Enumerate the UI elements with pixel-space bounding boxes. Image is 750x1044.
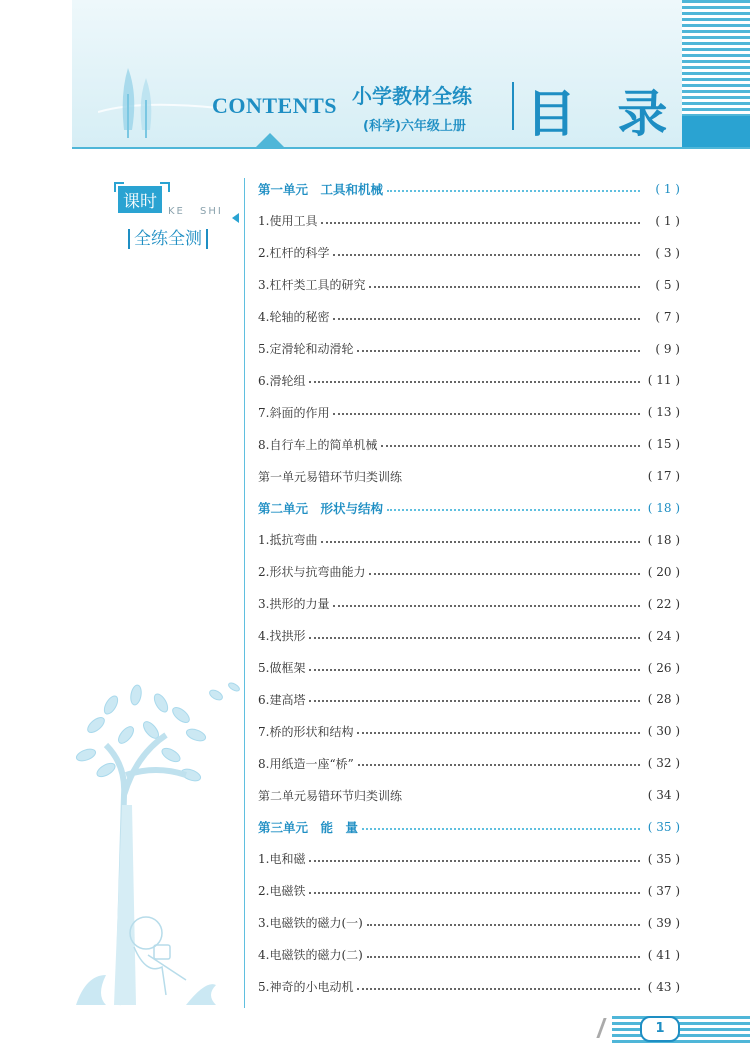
footer-slash [596,1018,606,1038]
toc-entry-page: ( 37 ) [647,883,680,898]
toc-entry-page: ( 32 ) [647,756,680,771]
toc-lesson-item [258,974,680,1000]
toc-entry-label: 3.拱形的力量 [258,597,330,612]
toc-leader-dots [309,669,640,671]
toc-entry-page: ( 24 ) [647,628,680,643]
toc-entry-page: ( 43 ) [647,979,680,994]
toc-unit-heading [258,176,680,202]
toc-lesson-item [258,750,680,776]
toc-unit-heading [258,814,680,840]
toc-entry-page: ( 13 ) [647,405,680,420]
toc-leader-dots [333,413,640,415]
toc-entry-label: 6.建高塔 [258,692,306,707]
header-notch [256,133,284,147]
toc-lesson-item [258,208,680,234]
toc-lesson-item [258,527,680,553]
toc-entry-label: 8.自行车上的简单机械 [258,437,378,452]
toc-lesson-item [258,399,680,425]
toc-unit-heading [258,495,680,521]
toc-entry-label: 4.轮轴的秘密 [258,310,330,325]
book-title: 小学教材全练 [352,84,472,108]
toc-leader-dots [333,254,640,256]
toc-leader-dots [309,381,640,383]
toc-leader-dots [357,350,640,352]
toc-leader-dots [309,700,640,702]
page-title: 目 录 [526,85,680,143]
toc-lesson-item [258,367,680,393]
toc-entry-label: 1.使用工具 [258,214,318,229]
toc-entry-page: ( 41 ) [647,947,680,962]
toc-lesson-item [258,304,680,330]
toc-leader-dots [367,924,640,926]
toc-leader-dots [309,860,640,862]
toc-leader-dots [369,573,640,575]
header-stripes [682,0,750,116]
toc-lesson-item [258,686,680,712]
toc-entry-page: ( 3 ) [655,245,680,260]
toc-lesson-item [258,942,680,968]
toc-leader-dots [387,509,640,511]
toc-lesson-item [258,878,680,904]
toc-entry-page: ( 1 ) [655,213,680,228]
header-divider [512,82,514,130]
toc-leader-dots [321,222,640,224]
toc-entry-label: 2.电磁铁 [258,884,306,899]
toc-review-item [258,463,680,489]
side-sub-shi: SHI [200,206,223,217]
toc-entry-label: 第三单元 能 量 [258,820,359,835]
header-tree-icon [98,64,218,144]
toc-lesson-item [258,591,680,617]
toc-entry-page: ( 39 ) [647,915,680,930]
toc-entry-page: ( 18 ) [647,501,680,515]
toc-entry-page: ( 15 ) [647,437,680,452]
toc-lesson-item [258,655,680,681]
toc-leader-dots [358,764,640,766]
toc-leader-dots [309,892,640,894]
toc-leader-dots [357,732,640,734]
toc-lesson-item [258,718,680,744]
toc-entry-label: 4.找拱形 [258,629,306,644]
toc-entry-page: ( 34 ) [647,788,680,803]
toc-lesson-item [258,910,680,936]
toc-entry-page: ( 28 ) [647,692,680,707]
toc-entry-label: 2.形状与抗弯曲能力 [258,565,366,580]
page-number: 1 [640,1016,680,1042]
toc-entry-label: 第二单元易错环节归类训练 [258,788,403,803]
toc-leader-dots [381,445,640,447]
tree-girl-illustration-icon [66,675,246,1015]
toc-entry-label: 4.电磁铁的磁力(二) [258,948,363,963]
toc-entry-label: 5.做框架 [258,661,306,675]
toc-leader-dots [333,318,640,320]
toc-leader-dots [387,190,640,192]
toc-entry-label: 3.电磁铁的磁力(一) [258,916,363,931]
toc-leader-dots [367,956,640,958]
toc-entry-label: 2.杠杆的科学 [258,246,330,261]
toc-entry-label: 8.用纸造一座“桥” [258,756,354,771]
footer-stripes [612,1016,750,1044]
toc-leader-dots [362,828,640,830]
book-subtitle: (科学)六年级上册 [363,119,466,134]
header-stripe-block [682,116,750,147]
toc-entry-page: ( 5 ) [655,277,680,292]
toc-lesson-item [258,272,680,298]
toc-entry-page: ( 26 ) [647,660,680,675]
toc-entry-label: 3.杠杆类工具的研究 [258,278,366,293]
side-tag: 课时 [118,186,162,213]
toc-entry-page: ( 22 ) [647,596,680,611]
toc-entry-label: 第二单元 形状与结构 [258,501,384,516]
toc-entry-label: 第一单元 工具和机械 [258,182,384,197]
pointer-icon [232,213,239,223]
toc-lesson-item [258,846,680,872]
toc-leader-dots [369,286,640,288]
side-label: 全练全测 [128,229,208,249]
toc-lesson-item [258,431,680,457]
toc-entry-page: ( 17 ) [647,469,680,484]
toc-review-item [258,782,680,808]
toc-entry-page: ( 7 ) [655,309,680,324]
toc-entry-label: 1.电和磁 [258,852,306,867]
toc-entry-label: 1.抵抗弯曲 [258,533,318,548]
toc-entry-label: 6.滑轮组 [258,373,306,388]
contents-heading: CONTENTS [212,93,338,118]
toc-entry-label: 7.桥的形状和结构 [258,724,354,739]
toc-entry-page: ( 30 ) [647,724,680,739]
toc-entry-page: ( 9 ) [655,341,680,356]
toc-leader-dots [309,637,640,639]
toc-entry-page: ( 18 ) [647,532,680,547]
toc-entry-label: 7.斜面的作用 [258,405,330,420]
toc-leader-dots [357,988,640,990]
toc-leader-dots [333,605,640,607]
side-sub-ke: KE [168,206,185,217]
toc-entry-page: ( 11 ) [647,373,680,388]
toc-entry-page: ( 35 ) [647,820,680,834]
toc-entry-label: 5.神奇的小电动机 [258,980,354,994]
toc-lesson-item [258,240,680,266]
toc-lesson-item [258,559,680,585]
toc-entry-label: 第一单元易错环节归类训练 [258,469,403,484]
header-rule [72,147,750,149]
toc-entry-page: ( 35 ) [647,851,680,866]
toc-entry-page: ( 1 ) [655,182,680,196]
toc-leader-dots [321,541,640,543]
toc-lesson-item [258,336,680,362]
toc-lesson-item [258,623,680,649]
toc-entry-label: 5.定滑轮和动滑轮 [258,342,354,356]
toc-entry-page: ( 20 ) [647,564,680,579]
